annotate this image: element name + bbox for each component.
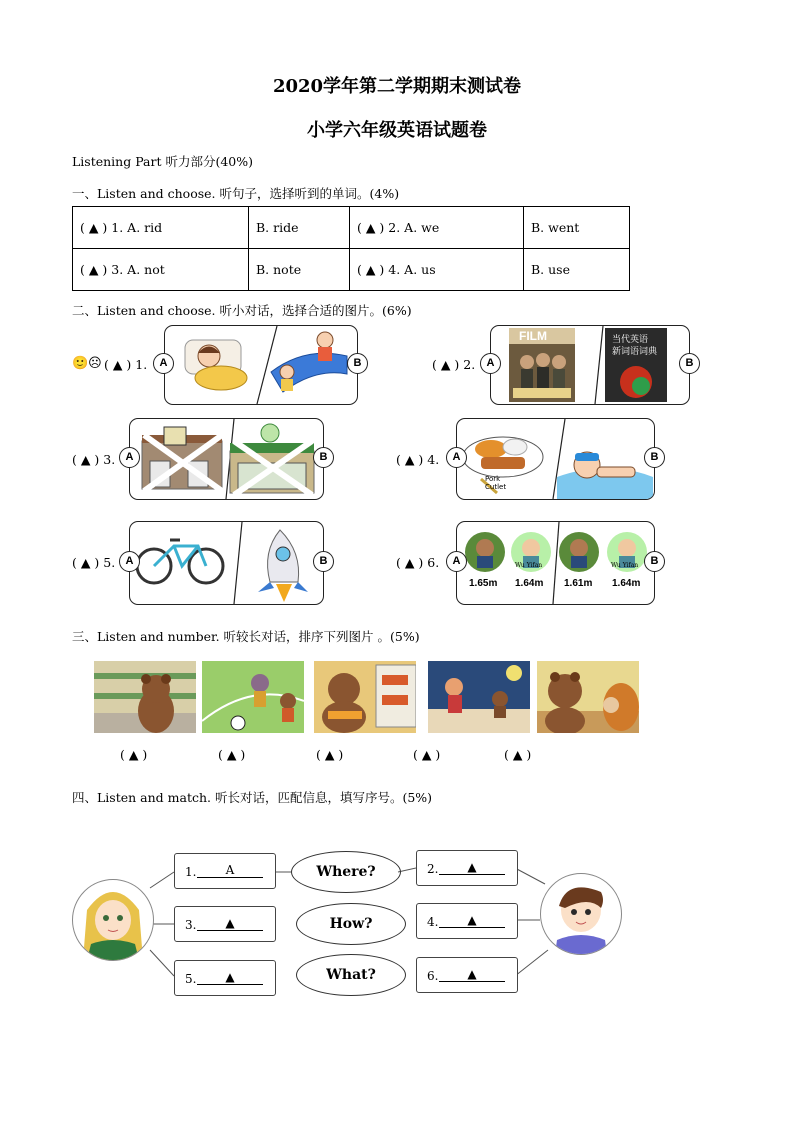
girl-avatar [72,879,154,961]
height-label: 1.64m [612,578,641,589]
q5-label: ( ▲ ) 5. [72,555,116,570]
option-a-badge: A [446,551,467,572]
q6-picture-box [456,521,655,605]
section2-heading: 二、Listen and choose. 听小对话，选择合适的图片。(6%) [72,303,412,318]
question-how: How? [296,903,406,945]
answer-blank[interactable]: ▲ [439,913,505,928]
order-slot-2[interactable]: ( ▲ ) [218,747,246,762]
q3-picture-box [129,418,324,500]
option-a-badge: A [119,447,140,468]
answer-number: 5. [185,972,197,986]
q5-pictures [130,522,323,604]
answer-number: 4. [427,915,439,929]
name-label: Wu Yifan [611,562,639,569]
exam-subtitle: 小学六年级英语试题卷 [307,120,487,141]
answer-blank[interactable]: A [197,863,263,878]
table-cell: B. use [524,249,630,291]
option-b-badge: B [347,353,368,374]
section3-heading: 三、Listen and number. 听较长对话，排序下列图片 。(5%) [72,629,420,644]
story-picture-2 [202,661,304,733]
exam-title: 2020学年第二学期期末测试卷 [272,76,522,97]
story-picture-5 [537,661,639,733]
answer-box-5 [174,960,276,996]
answer-blank[interactable]: ▲ [197,970,263,985]
section1-table [72,206,630,291]
question-where: Where? [291,851,401,893]
option-b-badge: B [644,447,665,468]
answer-box-1 [174,853,276,889]
table-cell: ( ▲ ) 3. A. not [73,249,249,291]
option-b-badge: B [644,551,665,572]
q2-label: ( ▲ ) 2. [432,357,476,372]
dictionary-title-line1: 当代英语 [612,335,649,345]
story-picture-1 [94,661,196,733]
answer-blank[interactable]: ▲ [197,916,263,931]
table-cell: B. ride [249,207,350,249]
dictionary-title-line2: 新词语词典 [612,347,658,357]
height-label: 1.64m [515,578,544,589]
q4-picture-box [456,418,655,500]
table-cell: ( ▲ ) 2. A. we [350,207,524,249]
option-a-badge: A [119,551,140,572]
q3-label: ( ▲ ) 3. [72,452,116,467]
option-a-badge: A [480,353,501,374]
option-a-badge: A [446,447,467,468]
table-cell: B. note [249,249,350,291]
option-b-badge: B [679,353,700,374]
name-label: Wu Yifan [515,562,543,569]
q1-label: ( ▲ ) 1. [104,357,148,372]
film-magazine-title: FILM [519,329,547,343]
height-label: 1.65m [469,578,498,589]
boy-avatar [540,873,622,955]
option-b-badge: B [313,551,334,572]
answer-number: 1. [185,865,197,879]
q5-picture-box [129,521,324,605]
q3-pictures [130,419,323,499]
pork-cutlet-label: Pork Cutlet [485,475,507,491]
table-cell: ( ▲ ) 4. A. us [350,249,524,291]
order-slot-3[interactable]: ( ▲ ) [316,747,344,762]
q4-label: ( ▲ ) 4. [396,452,440,467]
height-label: 1.61m [564,578,593,589]
q1-pictures [165,326,357,404]
q1-picture-box [164,325,358,405]
answer-blank[interactable]: ▲ [439,860,505,875]
answer-number: 3. [185,918,197,932]
order-slot-1[interactable]: ( ▲ ) [120,747,148,762]
story-picture-3 [314,661,416,733]
answer-number: 2. [427,862,439,876]
question-what: What? [296,954,406,996]
table-cell: B. went [524,207,630,249]
order-slot-4[interactable]: ( ▲ ) [413,747,441,762]
table-row [73,249,630,291]
section1-heading: 一、Listen and choose. 听句子，选择听到的单词。(4%) [72,186,400,201]
answer-box-6 [416,957,518,993]
face-icons: 🙂☹ [72,356,102,371]
answer-box-2 [416,850,518,886]
table-row [73,207,630,249]
q6-label: ( ▲ ) 6. [396,555,440,570]
listening-part-label: Listening Part 听力部分(40%) [72,154,254,169]
answer-blank[interactable]: ▲ [439,967,505,982]
table-cell: ( ▲ ) 1. A. rid [73,207,249,249]
story-picture-4 [428,661,530,733]
option-a-badge: A [153,353,174,374]
section4-heading: 四、Listen and match. 听长对话，匹配信息，填写序号。(5%) [72,790,433,805]
option-b-badge: B [313,447,334,468]
answer-number: 6. [427,969,439,983]
q2-picture-box [490,325,690,405]
order-slot-5[interactable]: ( ▲ ) [504,747,532,762]
answer-box-4 [416,903,518,939]
answer-box-3 [174,906,276,942]
